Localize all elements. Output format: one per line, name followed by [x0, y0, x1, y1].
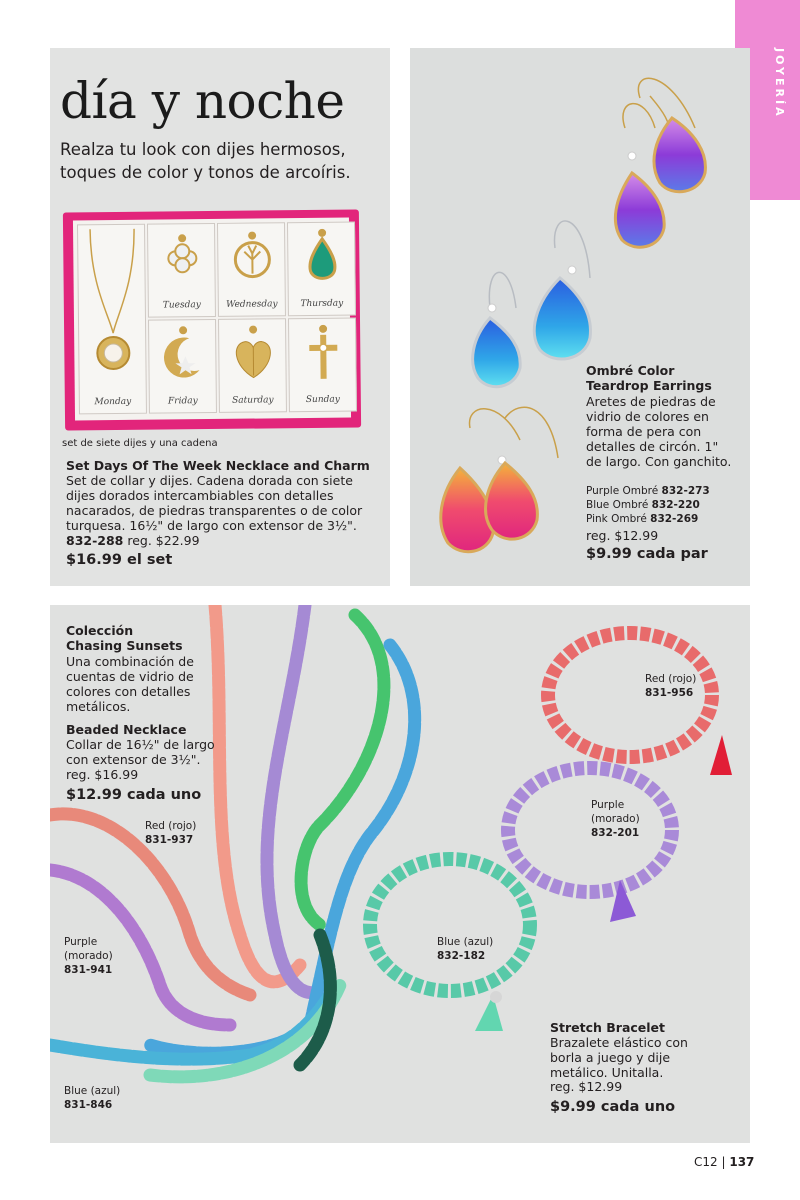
charm-set-price: $16.99 el set	[66, 552, 173, 568]
day-label-tuesday: Tuesday	[162, 300, 201, 311]
charm-cell-tuesday	[147, 223, 216, 318]
variant-name: Purple Ombré	[586, 485, 659, 497]
earrings-reg-price: reg. $12.99	[586, 528, 659, 543]
charm-set-panel	[50, 48, 390, 586]
moon-charm-icon	[149, 320, 218, 391]
page-subtitle: Realza tu look con dijes hermosos, toques de color y tonos de arcoíris.	[60, 140, 351, 182]
page-footer	[694, 1155, 754, 1169]
day-label-saturday: Saturday	[232, 395, 274, 406]
tree-charm-icon	[218, 223, 287, 294]
turquoise-drop-charm-icon	[288, 222, 357, 293]
variant-label: Blue (azul)	[437, 936, 494, 948]
day-label-thursday: Thursday	[300, 298, 344, 310]
charm-cell-monday	[77, 224, 147, 415]
variant-label: Red (rojo)	[145, 820, 197, 832]
charm-cell-saturday	[218, 318, 287, 413]
bracelet-variant-purple	[591, 798, 640, 840]
variant-label: Red (rojo)	[645, 673, 697, 685]
charm-set-name: Set Days Of The Week Necklace and Charm	[66, 458, 370, 473]
page-number: 137	[729, 1155, 755, 1169]
variant-code: 831-956	[645, 687, 694, 699]
charm-set-description-text: Set de collar y dijes. Cadena dorada con siete dijes dorados intercambiables con detalles nacarados, de piedras transparentes o de color turquesa. 16½" de largo con extensor de 3½".	[66, 473, 363, 533]
earrings-variant-pink	[586, 512, 710, 526]
variant-name: Pink Ombré	[586, 513, 647, 525]
variant-label-line2: (morado)	[591, 813, 640, 825]
variant-name: Blue Ombré	[586, 499, 649, 511]
necklace-reg-price: reg. $16.99	[66, 767, 139, 782]
variant-code: 832-269	[650, 513, 699, 525]
variant-label: Purple	[591, 799, 625, 811]
collection-title-line1: Colección	[66, 623, 134, 638]
beaded-collection-panel	[50, 605, 750, 1143]
day-label-friday: Friday	[167, 396, 198, 407]
collection-title-line2: Chasing Sunsets	[66, 638, 183, 653]
winged-heart-charm-icon	[219, 319, 288, 390]
cross-charm-icon	[289, 318, 358, 389]
variant-code: 832-273	[661, 485, 710, 497]
necklace-variant-blue	[64, 1084, 120, 1112]
earrings-variant-blue	[586, 498, 710, 512]
earrings-panel	[410, 48, 750, 586]
bracelet-variant-blue	[437, 935, 493, 963]
charm-cell-sunday	[288, 317, 357, 412]
clover-charm-icon	[148, 224, 217, 295]
day-label-sunday: Sunday	[305, 394, 340, 406]
necklace-variant-purple	[64, 935, 113, 977]
charm-set-caption: set de siete dijes y una cadena	[62, 438, 218, 449]
charm-set-reg-price: reg. $22.99	[127, 533, 200, 548]
footer-separator: |	[721, 1155, 726, 1169]
variant-label: Purple	[64, 936, 98, 948]
category-tab-label: JOYERÍA	[773, 48, 786, 119]
variant-code: 832-201	[591, 827, 640, 839]
variant-code: 831-937	[145, 834, 194, 846]
bracelet-name: Stretch Bracelet	[550, 1020, 666, 1035]
day-label-monday: Monday	[94, 396, 132, 408]
bracelet-variant-red	[645, 672, 696, 700]
earrings-name-line2: Teardrop Earrings	[586, 378, 712, 393]
collection-description: Una combinación de cuentas de vidrio de colores con detalles metálicos.	[66, 654, 194, 714]
earrings-name	[586, 363, 712, 393]
variant-code: 832-220	[651, 499, 700, 511]
charm-cell-thursday	[287, 221, 356, 316]
day-label-wednesday: Wednesday	[226, 299, 278, 310]
charm-set-code: 832-288	[66, 533, 124, 548]
charm-cell-wednesday	[217, 222, 286, 317]
earrings-name-line1: Ombré Color	[586, 363, 675, 378]
collection-title	[66, 623, 183, 653]
page-title: día y noche	[60, 72, 345, 130]
variant-label-line2: (morado)	[64, 950, 113, 962]
variant-code: 832-182	[437, 950, 486, 962]
earrings-variant-purple	[586, 484, 710, 498]
bracelet-reg-price: reg. $12.99	[550, 1079, 623, 1094]
necklace-pendant-icon	[78, 225, 148, 396]
earrings-price: $9.99 cada par	[586, 546, 708, 562]
variant-label: Blue (azul)	[64, 1085, 121, 1097]
variant-code: 831-941	[64, 964, 113, 976]
charm-set-description	[66, 473, 366, 548]
necklace-description: Collar de 16½" de largo con extensor de 3½".	[66, 737, 215, 767]
necklace-price: $12.99 cada uno	[66, 787, 202, 803]
necklace-name: Beaded Necklace	[66, 722, 187, 737]
charm-cell-friday	[148, 319, 217, 414]
earrings-description: Aretes de piedras de vidrio de colores en forma de pera con detalles de circón. 1" de largo. Con ganchito.	[586, 394, 732, 469]
charm-box-image	[63, 209, 361, 430]
section-number: C12	[694, 1155, 718, 1169]
bracelet-price: $9.99 cada uno	[550, 1099, 676, 1115]
earrings-variant-list	[586, 484, 710, 526]
variant-code: 831-846	[64, 1099, 113, 1111]
necklace-variant-red	[145, 819, 196, 847]
bracelet-description: Brazalete elástico con borla a juego y dije metálico. Unitalla.	[550, 1035, 688, 1080]
